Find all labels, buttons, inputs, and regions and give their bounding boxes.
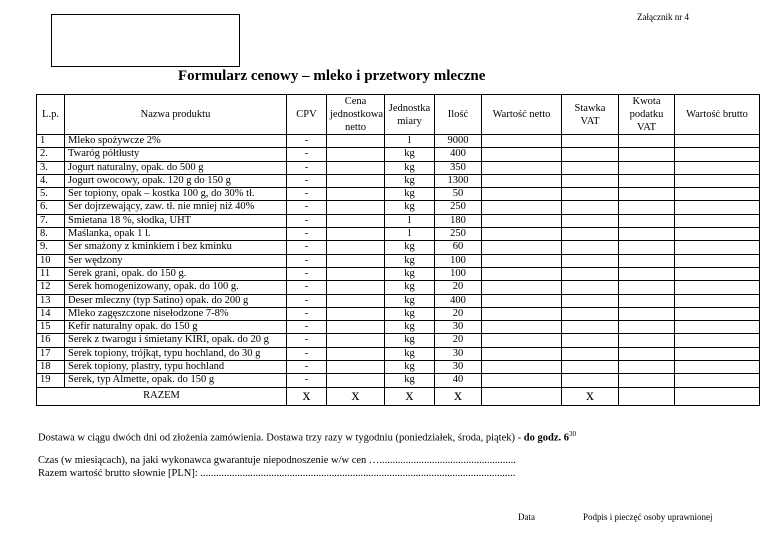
row-quantity: 100 xyxy=(435,254,482,267)
row-product-name: Deser mleczny (typ Satino) opak. do 200 g xyxy=(65,294,287,307)
row-quantity: 50 xyxy=(435,188,482,201)
row-net-value[interactable] xyxy=(482,361,562,374)
col-header-rate: Stawka VAT xyxy=(562,95,619,135)
row-gross-value[interactable] xyxy=(675,214,760,227)
row-quantity: 350 xyxy=(435,161,482,174)
attachment-label: Załącznik nr 4 xyxy=(637,12,689,22)
row-quantity: 30 xyxy=(435,361,482,374)
total-net-cell[interactable] xyxy=(482,387,562,405)
total-cpv-mark: x xyxy=(287,387,327,405)
row-gross-value[interactable] xyxy=(675,201,760,214)
row-cpv: - xyxy=(287,148,327,161)
table-row xyxy=(37,334,760,347)
row-vat-amount[interactable] xyxy=(619,228,675,241)
row-quantity: 100 xyxy=(435,267,482,280)
row-net-value[interactable] xyxy=(482,374,562,387)
row-gross-value[interactable] xyxy=(675,135,760,148)
price-guarantee-line[interactable]: Czas (w miesiącach), na jaki wykonawca gwarantuje niepodnoszenie w/w cen ….................................................... xyxy=(38,455,516,466)
row-product-name: Maślanka, opak 1 l. xyxy=(65,228,287,241)
col-header-net: Wartość netto xyxy=(482,95,562,135)
row-unit-price[interactable] xyxy=(327,228,385,241)
delivery-time-minutes: 30 xyxy=(568,430,576,438)
row-gross-value[interactable] xyxy=(675,148,760,161)
row-quantity: 1300 xyxy=(435,174,482,187)
row-product-name: Kefir naturalny opak. do 150 g xyxy=(65,321,287,334)
row-vat-amount[interactable] xyxy=(619,361,675,374)
row-gross-value[interactable] xyxy=(675,374,760,387)
row-vat-rate[interactable] xyxy=(562,307,619,320)
row-unit-price[interactable] xyxy=(327,174,385,187)
row-quantity: 400 xyxy=(435,294,482,307)
row-gross-value[interactable] xyxy=(675,241,760,254)
row-vat-rate[interactable] xyxy=(562,161,619,174)
row-unit: kg xyxy=(385,334,435,347)
row-product-name: Ser dojrzewający, zaw. tł. nie mniej niż 40% xyxy=(65,201,287,214)
row-unit: kg xyxy=(385,347,435,360)
total-gross-cell[interactable] xyxy=(675,387,760,405)
row-unit: l xyxy=(385,135,435,148)
row-vat-amount[interactable] xyxy=(619,294,675,307)
form-title: Formularz cenowy – mleko i przetwory mleczne xyxy=(178,68,486,84)
row-product-name: Mleko zagęszczone nisełodzone 7-8% xyxy=(65,307,287,320)
row-lp: 7. xyxy=(37,214,65,227)
table-row xyxy=(37,374,760,387)
row-net-value[interactable] xyxy=(482,241,562,254)
row-unit: kg xyxy=(385,161,435,174)
table-row xyxy=(37,135,760,148)
col-header-gross: Wartość brutto xyxy=(675,95,760,135)
row-vat-rate[interactable] xyxy=(562,374,619,387)
row-net-value[interactable] xyxy=(482,321,562,334)
row-net-value[interactable] xyxy=(482,307,562,320)
row-cpv: - xyxy=(287,241,327,254)
row-net-value[interactable] xyxy=(482,294,562,307)
row-net-value[interactable] xyxy=(482,334,562,347)
row-vat-amount[interactable] xyxy=(619,148,675,161)
row-unit: kg xyxy=(385,254,435,267)
row-unit: kg xyxy=(385,201,435,214)
row-gross-value[interactable] xyxy=(675,161,760,174)
total-row xyxy=(37,387,760,405)
row-quantity: 20 xyxy=(435,334,482,347)
row-unit-price[interactable] xyxy=(327,307,385,320)
row-unit: kg xyxy=(385,188,435,201)
row-gross-value[interactable] xyxy=(675,174,760,187)
row-net-value[interactable] xyxy=(482,201,562,214)
row-lp: 15 xyxy=(37,321,65,334)
row-cpv: - xyxy=(287,214,327,227)
row-product-name: Ser smażony z kminkiem i bez kminku xyxy=(65,241,287,254)
row-unit-price[interactable] xyxy=(327,188,385,201)
row-unit: kg xyxy=(385,374,435,387)
row-quantity: 30 xyxy=(435,321,482,334)
row-unit-price[interactable] xyxy=(327,135,385,148)
delivery-note xyxy=(38,430,576,444)
row-gross-value[interactable] xyxy=(675,334,760,347)
row-vat-rate[interactable] xyxy=(562,361,619,374)
row-net-value[interactable] xyxy=(482,148,562,161)
company-stamp-box xyxy=(51,14,240,67)
row-vat-rate[interactable] xyxy=(562,174,619,187)
row-quantity: 250 xyxy=(435,201,482,214)
row-lp: 17 xyxy=(37,347,65,360)
row-gross-value[interactable] xyxy=(675,294,760,307)
row-unit-price[interactable] xyxy=(327,347,385,360)
row-product-name: Serek topiony, plastry, typu hochland xyxy=(65,361,287,374)
row-unit-price[interactable] xyxy=(327,334,385,347)
row-quantity: 9000 xyxy=(435,135,482,148)
row-vat-amount[interactable] xyxy=(619,267,675,280)
row-unit-price[interactable] xyxy=(327,254,385,267)
table-row xyxy=(37,228,760,241)
row-vat-amount[interactable] xyxy=(619,347,675,360)
delivery-text: Dostawa w ciągu dwóch dni od złożenia zamówienia. Dostawa trzy razy w tygodniu (poniedziałek, środa, piątek) - xyxy=(38,432,524,444)
row-cpv: - xyxy=(287,374,327,387)
table-row xyxy=(37,321,760,334)
row-quantity: 180 xyxy=(435,214,482,227)
row-vat-amount[interactable] xyxy=(619,174,675,187)
row-unit: l xyxy=(385,214,435,227)
row-cpv: - xyxy=(287,188,327,201)
row-unit-price[interactable] xyxy=(327,161,385,174)
row-lp: 13 xyxy=(37,294,65,307)
col-header-tax: Kwota podatku VAT xyxy=(619,95,675,135)
signature-label: Podpis i pieczęć osoby uprawnionej xyxy=(583,512,713,522)
table-row xyxy=(37,307,760,320)
row-unit: kg xyxy=(385,307,435,320)
row-net-value[interactable] xyxy=(482,267,562,280)
row-vat-rate[interactable] xyxy=(562,148,619,161)
row-quantity: 250 xyxy=(435,228,482,241)
row-product-name: Serek grani, opak. do 150 g. xyxy=(65,267,287,280)
table-row xyxy=(37,174,760,187)
row-product-name: Śmietana 18 %, słodka, UHT xyxy=(65,214,287,227)
row-vat-rate[interactable] xyxy=(562,281,619,294)
row-cpv: - xyxy=(287,228,327,241)
row-vat-amount[interactable] xyxy=(619,188,675,201)
row-gross-value[interactable] xyxy=(675,254,760,267)
row-net-value[interactable] xyxy=(482,228,562,241)
row-unit-price[interactable] xyxy=(327,321,385,334)
row-product-name: Jogurt owocowy, opak. 120 g do 150 g xyxy=(65,174,287,187)
row-product-name: Jogurt naturalny, opak. do 500 g xyxy=(65,161,287,174)
row-vat-rate[interactable] xyxy=(562,241,619,254)
table-row xyxy=(37,281,760,294)
row-cpv: - xyxy=(287,174,327,187)
row-gross-value[interactable] xyxy=(675,361,760,374)
row-quantity: 40 xyxy=(435,374,482,387)
col-header-lp: L.p. xyxy=(37,95,65,135)
table-row xyxy=(37,294,760,307)
row-vat-rate[interactable] xyxy=(562,347,619,360)
row-net-value[interactable] xyxy=(482,135,562,148)
row-net-value[interactable] xyxy=(482,214,562,227)
table-row xyxy=(37,214,760,227)
row-cpv: - xyxy=(287,294,327,307)
row-vat-amount[interactable] xyxy=(619,321,675,334)
total-qty-mark: x xyxy=(435,387,482,405)
row-unit-price[interactable] xyxy=(327,267,385,280)
row-lp: 6. xyxy=(37,201,65,214)
row-unit-price[interactable] xyxy=(327,374,385,387)
table-header-row xyxy=(37,95,760,135)
row-vat-rate[interactable] xyxy=(562,254,619,267)
row-unit: kg xyxy=(385,294,435,307)
row-quantity: 400 xyxy=(435,148,482,161)
row-net-value[interactable] xyxy=(482,347,562,360)
table-row xyxy=(37,241,760,254)
row-vat-amount[interactable] xyxy=(619,281,675,294)
row-net-value[interactable] xyxy=(482,174,562,187)
row-vat-amount[interactable] xyxy=(619,161,675,174)
col-header-unit: Jednostka miary xyxy=(385,95,435,135)
row-unit: kg xyxy=(385,174,435,187)
row-net-value[interactable] xyxy=(482,254,562,267)
total-unit-mark: x xyxy=(385,387,435,405)
row-vat-rate[interactable] xyxy=(562,267,619,280)
col-header-cpv: CPV xyxy=(287,95,327,135)
row-unit-price[interactable] xyxy=(327,361,385,374)
col-header-price: Cena jednostkowa netto xyxy=(327,95,385,135)
row-cpv: - xyxy=(287,254,327,267)
delivery-time: do godz. 6 xyxy=(523,432,569,444)
row-vat-rate[interactable] xyxy=(562,321,619,334)
row-product-name: Twaróg półtłusty xyxy=(65,148,287,161)
row-vat-amount[interactable] xyxy=(619,254,675,267)
table-row xyxy=(37,188,760,201)
total-rate-mark: x xyxy=(562,387,619,405)
gross-in-words-line[interactable]: Razem wartość brutto słownie [PLN]: ........................................................................................................................ xyxy=(38,468,516,479)
row-vat-amount[interactable] xyxy=(619,307,675,320)
table-row xyxy=(37,254,760,267)
row-unit: kg xyxy=(385,241,435,254)
row-vat-rate[interactable] xyxy=(562,334,619,347)
row-unit: kg xyxy=(385,361,435,374)
row-lp: 4. xyxy=(37,174,65,187)
row-net-value[interactable] xyxy=(482,281,562,294)
row-unit: l xyxy=(385,228,435,241)
row-cpv: - xyxy=(287,135,327,148)
row-vat-rate[interactable] xyxy=(562,135,619,148)
row-quantity: 20 xyxy=(435,307,482,320)
total-tax-cell[interactable] xyxy=(619,387,675,405)
row-net-value[interactable] xyxy=(482,161,562,174)
row-quantity: 60 xyxy=(435,241,482,254)
row-cpv: - xyxy=(287,334,327,347)
row-product-name: Serek homogenizowany, opak. do 100 g. xyxy=(65,281,287,294)
row-lp: 5. xyxy=(37,188,65,201)
row-lp: 10 xyxy=(37,254,65,267)
row-quantity: 20 xyxy=(435,281,482,294)
row-vat-rate[interactable] xyxy=(562,201,619,214)
row-unit-price[interactable] xyxy=(327,148,385,161)
table-row xyxy=(37,361,760,374)
row-unit: kg xyxy=(385,267,435,280)
row-net-value[interactable] xyxy=(482,188,562,201)
row-product-name: Ser wędzony xyxy=(65,254,287,267)
row-cpv: - xyxy=(287,267,327,280)
row-vat-amount[interactable] xyxy=(619,135,675,148)
total-label: RAZEM xyxy=(37,387,287,405)
row-unit: kg xyxy=(385,148,435,161)
row-lp: 12 xyxy=(37,281,65,294)
table-row xyxy=(37,148,760,161)
table-row xyxy=(37,267,760,280)
row-cpv: - xyxy=(287,347,327,360)
row-cpv: - xyxy=(287,161,327,174)
row-lp: 3. xyxy=(37,161,65,174)
row-product-name: Serek topiony, trójkąt, typu hochland, do 30 g xyxy=(65,347,287,360)
table-row xyxy=(37,161,760,174)
row-vat-rate[interactable] xyxy=(562,228,619,241)
row-gross-value[interactable] xyxy=(675,321,760,334)
row-product-name: Ser topiony, opak – kostka 100 g, do 30% tł. xyxy=(65,188,287,201)
row-product-name: Serek z twarogu i śmietany KIRI, opak. do 20 g xyxy=(65,334,287,347)
col-header-qty: Ilość xyxy=(435,95,482,135)
row-cpv: - xyxy=(287,307,327,320)
row-gross-value[interactable] xyxy=(675,267,760,280)
row-lp: 18 xyxy=(37,361,65,374)
row-cpv: - xyxy=(287,361,327,374)
row-product-name: Mleko spożywcze 2% xyxy=(65,135,287,148)
row-quantity: 30 xyxy=(435,347,482,360)
row-unit-price[interactable] xyxy=(327,241,385,254)
row-unit: kg xyxy=(385,281,435,294)
row-cpv: - xyxy=(287,201,327,214)
row-lp: 2. xyxy=(37,148,65,161)
row-vat-amount[interactable] xyxy=(619,334,675,347)
row-vat-amount[interactable] xyxy=(619,241,675,254)
row-lp: 11 xyxy=(37,267,65,280)
row-vat-rate[interactable] xyxy=(562,188,619,201)
row-gross-value[interactable] xyxy=(675,281,760,294)
row-vat-amount[interactable] xyxy=(619,201,675,214)
row-unit-price[interactable] xyxy=(327,214,385,227)
row-lp: 1 xyxy=(37,135,65,148)
col-header-name: Nazwa produktu xyxy=(65,95,287,135)
row-gross-value[interactable] xyxy=(675,188,760,201)
row-lp: 19 xyxy=(37,374,65,387)
row-vat-rate[interactable] xyxy=(562,214,619,227)
table-row xyxy=(37,347,760,360)
row-gross-value[interactable] xyxy=(675,347,760,360)
row-lp: 9. xyxy=(37,241,65,254)
table-row xyxy=(37,201,760,214)
row-cpv: - xyxy=(287,281,327,294)
row-vat-rate[interactable] xyxy=(562,294,619,307)
total-price-mark: x xyxy=(327,387,385,405)
row-vat-amount[interactable] xyxy=(619,374,675,387)
row-vat-amount[interactable] xyxy=(619,214,675,227)
row-gross-value[interactable] xyxy=(675,228,760,241)
row-lp: 8. xyxy=(37,228,65,241)
row-unit: kg xyxy=(385,321,435,334)
price-table xyxy=(36,94,760,406)
row-unit-price[interactable] xyxy=(327,281,385,294)
signature-date-label: Data xyxy=(518,512,535,522)
row-lp: 16 xyxy=(37,334,65,347)
row-unit-price[interactable] xyxy=(327,201,385,214)
row-product-name: Serek, typ Almette, opak. do 150 g xyxy=(65,374,287,387)
row-cpv: - xyxy=(287,321,327,334)
row-lp: 14 xyxy=(37,307,65,320)
row-gross-value[interactable] xyxy=(675,307,760,320)
row-unit-price[interactable] xyxy=(327,294,385,307)
